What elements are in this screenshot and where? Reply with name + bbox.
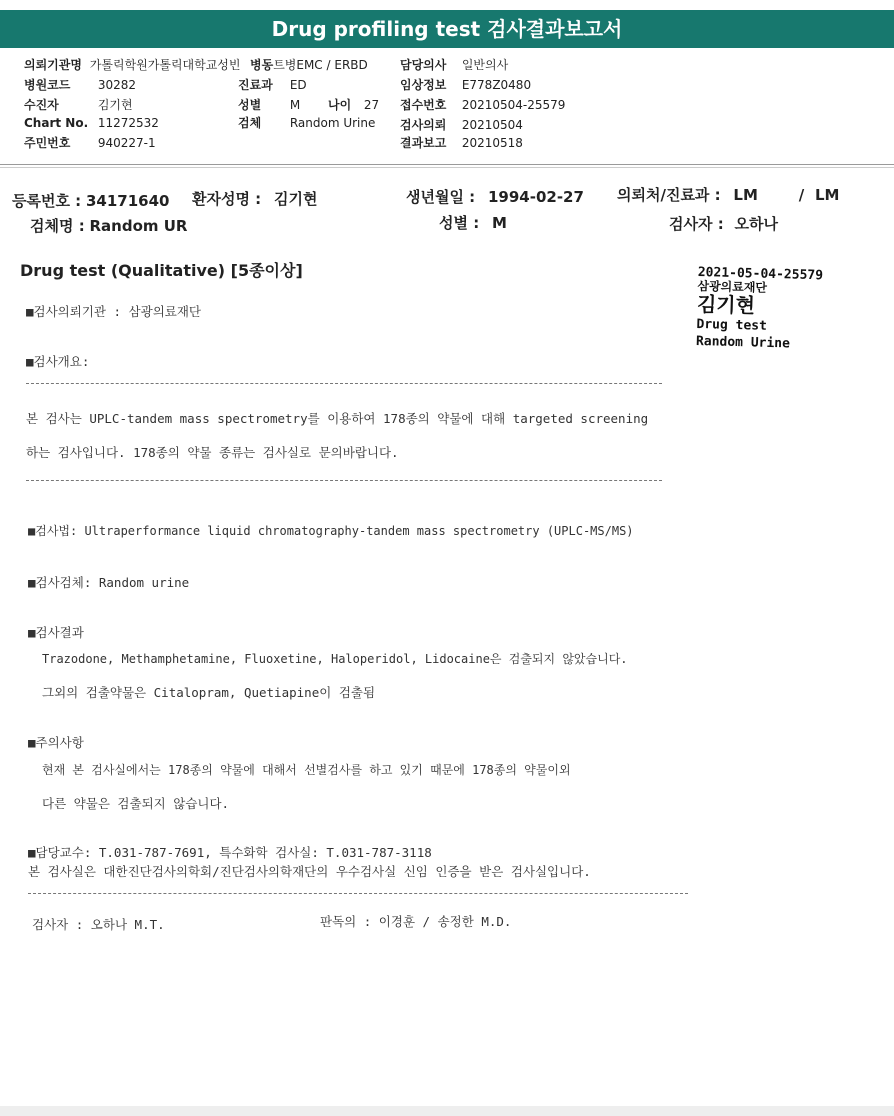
tester-value: 오하나 [734,215,778,233]
reg-number [12,190,169,211]
patient-name [192,188,317,209]
info-label: 진료과 [238,78,273,92]
result-line-2: 그외의 검출약물은 Citalopram, Quetiapine이 검출됨 [42,685,376,700]
specimen-value: Random UR [89,217,188,235]
report-title: Drug profiling test 검사결과보고서 [271,17,623,41]
dept-separator: / [798,186,805,204]
reader-signature: 판독의 : 이경훈 / 송정한 M.D. [320,914,512,929]
info-row-patient [24,96,133,113]
info-row-ward [250,56,368,73]
info-label: 결과보고 [400,136,447,150]
info-value: 30282 [97,78,137,92]
department [617,184,839,205]
divider [0,164,894,165]
info-row-department [238,76,307,93]
footer-bar [0,1106,894,1116]
birth-date [406,186,584,207]
info-label: 병원코드 [24,78,71,92]
info-value: 940227-1 [97,136,156,150]
info-row-doctor [400,56,508,73]
info-label: 주민번호 [24,136,71,150]
info-row-sex [238,96,300,113]
info-value: 가톨릭학원가톨릭대학교성빈 [89,58,241,72]
overview-line-2: 하는 검사입니다. 178종의 약물 종류는 검사실로 문의바랍니다. [26,445,399,460]
method-line: ■검사법: Ultraperformance liquid chromatography-tandem mass spectrometry (UPLC-MS/MS) [28,524,634,538]
info-row-chart-no [24,116,159,130]
contact-line: ■담당교수: T.031-787-7691, 특수화학 검사실: T.031-787-3118 [28,845,432,860]
divider [0,167,894,168]
info-row-resident-no [24,134,156,151]
specimen-label-stamp [696,266,823,352]
specimen-label: 검체명 : [30,217,85,235]
info-label: Chart No. [24,116,89,130]
info-label: 병동 [250,58,274,72]
certification-line: 본 검사실은 대한진단검사의학회/진단검사의학재단의 우수검사실 신임 인증을 받은 검사실입니다. [28,864,591,879]
info-row-age [328,96,379,113]
tester-signature: 검사자 : 오하나 M.T. [32,917,165,932]
sex-value: M [491,214,507,232]
info-value: 일반의사 [461,58,509,72]
tester [669,213,778,234]
caution-line-2: 다른 약물은 검출되지 않습니다. [42,796,230,811]
info-value: E778Z0480 [461,78,532,92]
info-row-report-date [400,134,523,151]
info-row-request-date [400,116,523,133]
info-value: ED [289,78,307,92]
result-title: ■검사결과 [28,625,84,640]
dashed-divider [26,480,662,481]
stamp-test-name: Drug test [696,317,768,335]
info-row-clinical-info [400,76,531,93]
info-row-specimen [238,114,375,131]
report-title-bar [0,10,894,48]
info-label: 검사의뢰 [400,118,447,132]
info-label: 성별 [238,98,262,112]
overview-line-1: 본 검사는 UPLC-tandem mass spectrometry를 이용하여 178종의 약물에 대해 targeted screening [26,411,649,426]
name-label: 환자성명 : [192,190,262,208]
info-value: 27 [363,98,380,112]
reg-label: 등록번호 : [12,192,82,210]
stamp-receipt-no: 2021-05-04-25579 [697,265,824,284]
info-label: 담당의사 [400,58,447,72]
top-info-block [0,56,894,166]
info-row-hospital-code [24,76,136,93]
dashed-divider [26,383,662,384]
info-label: 의뢰기관명 [24,58,82,72]
info-value: 20210518 [461,136,523,150]
info-value: 트병EMC / ERBD [273,58,368,72]
dept-value-1: LM [733,186,758,204]
caution-line-1: 현재 본 검사실에서는 178종의 약물에 대해서 선별검사를 하고 있기 때문에 178종의 약물이외 [42,763,571,777]
stamp-patient-name: 김기현 [696,292,756,318]
info-row-institution [24,56,241,73]
info-value: Random Urine [289,116,376,130]
info-row-receipt-no [400,96,565,113]
stamp-specimen: Random Urine [695,333,791,352]
info-label: 수진자 [24,98,59,112]
info-value: 김기현 [97,98,133,112]
institution-line: ■검사의뢰기관 : 삼광의료재단 [26,304,202,319]
specimen-line: ■검사검체: Random urine [28,575,190,590]
info-label: 나이 [328,98,352,112]
info-label: 접수번호 [400,98,447,112]
specimen-name [30,215,187,236]
reg-value: 34171640 [85,192,170,210]
stamp-lab-name: 삼광의료재단 [697,279,768,296]
info-value: 11272532 [97,116,159,130]
dob-value: 1994-02-27 [487,188,584,206]
info-label: 검체 [238,116,262,130]
dept-label: 의뢰처/진료과 : [617,186,721,204]
sex-label: 성별 : [439,214,480,232]
dashed-divider [28,893,688,894]
info-label: 임상정보 [400,78,447,92]
dob-label: 생년월일 : [406,188,476,206]
dept-value-2: LM [814,186,840,204]
info-value: 20210504 [461,118,523,132]
patient-sex [439,212,507,233]
result-line-1: Trazodone, Methamphetamine, Fluoxetine, Haloperidol, Lidocaine은 검출되지 않았습니다. [42,652,628,666]
name-value: 김기현 [273,190,318,208]
overview-title: ■검사개요: [26,354,90,369]
section-title: Drug test (Qualitative) [5종이상] [20,261,303,280]
caution-title: ■주의사항 [28,735,84,750]
tester-label: 검사자 : [669,215,724,233]
info-value: M [289,98,301,112]
info-value: 20210504-25579 [461,98,566,112]
